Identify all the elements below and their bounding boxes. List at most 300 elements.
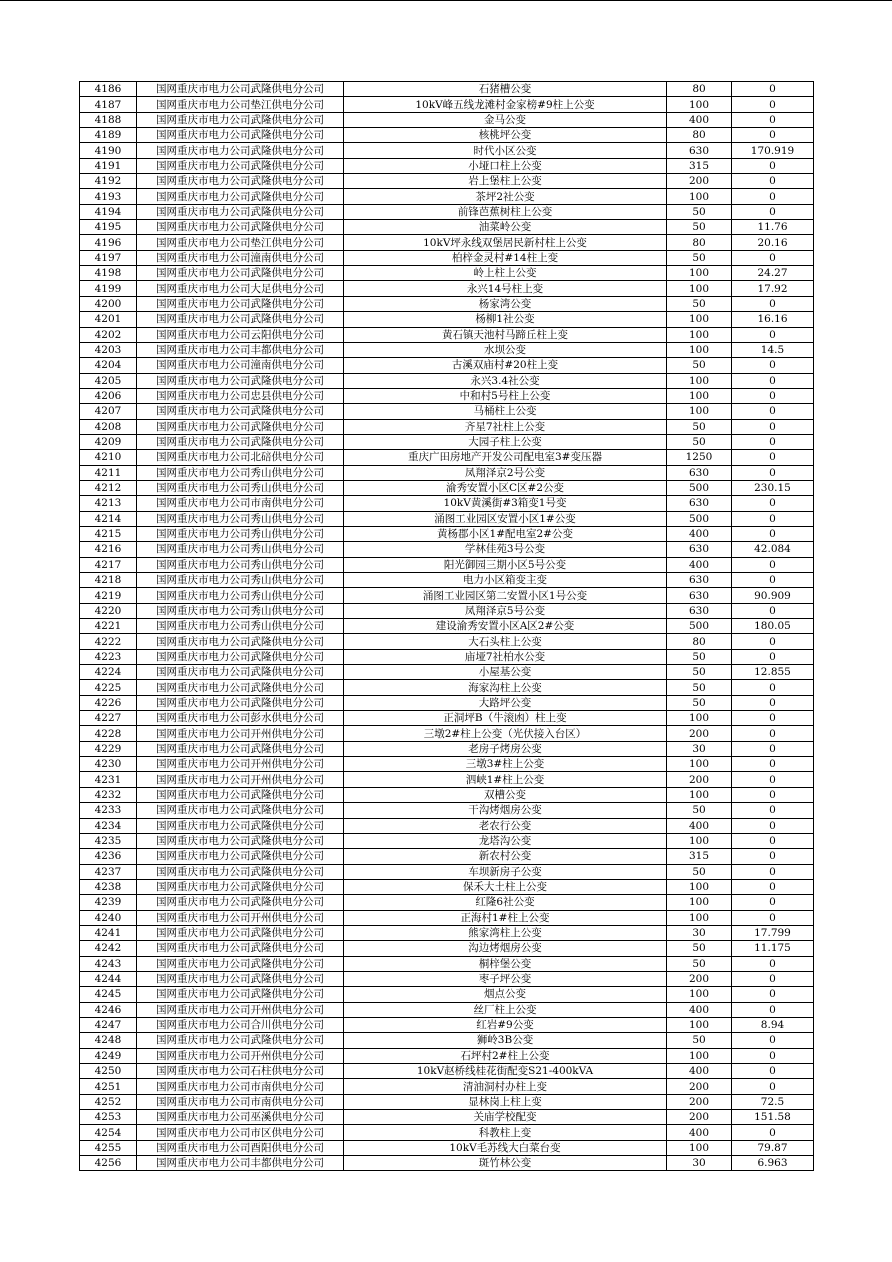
- row-number-cell: 4198: [80, 266, 137, 281]
- value-cell: 11.76: [732, 220, 814, 235]
- row-number-cell: 4247: [80, 1017, 137, 1032]
- row-number-cell: 4193: [80, 189, 137, 204]
- table-row: [80, 266, 814, 281]
- transformer-name-cell: 重庆广田房地产开发公司配电室3#变压器: [344, 450, 667, 465]
- table-row: [80, 557, 814, 572]
- company-cell: 国网重庆市电力公司秀山供电分公司: [137, 588, 344, 603]
- row-number-cell: 4244: [80, 971, 137, 986]
- value-cell: 0: [732, 711, 814, 726]
- row-number-cell: 4199: [80, 281, 137, 296]
- capacity-cell: 50: [667, 956, 732, 971]
- table-row: [80, 833, 814, 848]
- transformer-name-cell: 涌图工业园区安置小区1#公变: [344, 511, 667, 526]
- transformer-name-cell: 10kV黄溪街#3箱变1号变: [344, 496, 667, 511]
- row-number-cell: 4195: [80, 220, 137, 235]
- company-cell: 国网重庆市电力公司忠县供电分公司: [137, 388, 344, 403]
- company-cell: 国网重庆市电力公司大足供电分公司: [137, 281, 344, 296]
- table-row: [80, 711, 814, 726]
- transformer-name-cell: 中和村5号柱上公变: [344, 388, 667, 403]
- company-cell: 国网重庆市电力公司武隆供电分公司: [137, 634, 344, 649]
- row-number-cell: 4208: [80, 419, 137, 434]
- row-number-cell: 4190: [80, 143, 137, 158]
- transformer-name-cell: 保禾大土柱上公变: [344, 879, 667, 894]
- transformer-name-cell: 桐梓堡公变: [344, 956, 667, 971]
- value-cell: 17.92: [732, 281, 814, 296]
- capacity-cell: 50: [667, 1033, 732, 1048]
- company-cell: 国网重庆市电力公司武隆供电分公司: [137, 741, 344, 756]
- table-row: [80, 603, 814, 618]
- capacity-cell: 50: [667, 649, 732, 664]
- company-cell: 国网重庆市电力公司潼南供电分公司: [137, 358, 344, 373]
- transformer-name-cell: 枣子坪公变: [344, 971, 667, 986]
- company-cell: 国网重庆市电力公司巫溪供电分公司: [137, 1110, 344, 1125]
- value-cell: 0: [732, 189, 814, 204]
- capacity-cell: 630: [667, 496, 732, 511]
- capacity-cell: 50: [667, 250, 732, 265]
- company-cell: 国网重庆市电力公司丰都供电分公司: [137, 1156, 344, 1171]
- row-number-cell: 4192: [80, 174, 137, 189]
- value-cell: 0: [732, 787, 814, 802]
- table-row: [80, 941, 814, 956]
- value-cell: 0: [732, 956, 814, 971]
- transformer-name-cell: 凤翔泽京2号公变: [344, 465, 667, 480]
- table-row: [80, 342, 814, 357]
- transformer-name-cell: 三墩2#柱上公变（光伏接入台区）: [344, 726, 667, 741]
- transformer-name-cell: 烟点公变: [344, 987, 667, 1002]
- table-row: [80, 1064, 814, 1079]
- company-cell: 国网重庆市电力公司秀山供电分公司: [137, 603, 344, 618]
- transformer-name-cell: 涌图工业园区第二安置小区1号公变: [344, 588, 667, 603]
- capacity-cell: 500: [667, 480, 732, 495]
- table-row: [80, 1017, 814, 1032]
- value-cell: 0: [732, 358, 814, 373]
- company-cell: 国网重庆市电力公司秀山供电分公司: [137, 480, 344, 495]
- transformer-name-cell: 关庙学校配变: [344, 1110, 667, 1125]
- capacity-cell: 1250: [667, 450, 732, 465]
- transformer-name-cell: 茶坪2社公变: [344, 189, 667, 204]
- value-cell: 0: [732, 557, 814, 572]
- capacity-cell: 100: [667, 757, 732, 772]
- table-row: [80, 634, 814, 649]
- transformer-name-cell: 前锋芭蕉树柱上公变: [344, 204, 667, 219]
- value-cell: 0: [732, 879, 814, 894]
- transformer-name-cell: 干沟烤烟房公变: [344, 803, 667, 818]
- transformer-name-cell: 永兴14号柱上变: [344, 281, 667, 296]
- table-row: [80, 665, 814, 680]
- company-cell: 国网重庆市电力公司秀山供电分公司: [137, 573, 344, 588]
- row-number-cell: 4231: [80, 772, 137, 787]
- company-cell: 国网重庆市电力公司秀山供电分公司: [137, 526, 344, 541]
- transformer-name-cell: 车坝新房子公变: [344, 864, 667, 879]
- table-row: [80, 189, 814, 204]
- value-cell: 0: [732, 573, 814, 588]
- company-cell: 国网重庆市电力公司武隆供电分公司: [137, 895, 344, 910]
- transformer-name-cell: 齐星7社柱上公变: [344, 419, 667, 434]
- capacity-cell: 80: [667, 128, 732, 143]
- table-row: [80, 404, 814, 419]
- capacity-cell: 30: [667, 741, 732, 756]
- capacity-cell: 50: [667, 296, 732, 311]
- table-row: [80, 327, 814, 342]
- value-cell: 72.5: [732, 1094, 814, 1109]
- row-number-cell: 4255: [80, 1140, 137, 1155]
- transformer-name-cell: 学林佳苑3号公变: [344, 542, 667, 557]
- transformer-name-cell: 龙塔沟公变: [344, 833, 667, 848]
- value-cell: 90.909: [732, 588, 814, 603]
- transformer-name-cell: 岩上堡柱上公变: [344, 174, 667, 189]
- transformer-name-cell: 大路坪公变: [344, 695, 667, 710]
- row-number-cell: 4237: [80, 864, 137, 879]
- capacity-cell: 30: [667, 1156, 732, 1171]
- table-row: [80, 174, 814, 189]
- value-cell: 0: [732, 649, 814, 664]
- row-number-cell: 4251: [80, 1079, 137, 1094]
- row-number-cell: 4213: [80, 496, 137, 511]
- transformer-name-cell: 老农行公变: [344, 818, 667, 833]
- row-number-cell: 4224: [80, 665, 137, 680]
- value-cell: 20.16: [732, 235, 814, 250]
- value-cell: 0: [732, 895, 814, 910]
- company-cell: 国网重庆市电力公司云阳供电分公司: [137, 327, 344, 342]
- capacity-cell: 200: [667, 1094, 732, 1109]
- capacity-cell: 100: [667, 312, 732, 327]
- table-row: [80, 511, 814, 526]
- table-row: [80, 1048, 814, 1063]
- value-cell: 14.5: [732, 342, 814, 357]
- capacity-cell: 100: [667, 388, 732, 403]
- value-cell: 0: [732, 327, 814, 342]
- table-row: [80, 312, 814, 327]
- company-cell: 国网重庆市电力公司武隆供电分公司: [137, 112, 344, 127]
- capacity-cell: 50: [667, 204, 732, 219]
- transformer-name-cell: 10kV赵桥线桂花街配变S21-400kVA: [344, 1064, 667, 1079]
- substation-table: [79, 81, 814, 1171]
- value-cell: 0: [732, 526, 814, 541]
- transformer-name-cell: 双槽公变: [344, 787, 667, 802]
- company-cell: 国网重庆市电力公司武隆供电分公司: [137, 818, 344, 833]
- transformer-name-cell: 泗峡1#柱上公变: [344, 772, 667, 787]
- value-cell: 0: [732, 849, 814, 864]
- row-number-cell: 4216: [80, 542, 137, 557]
- value-cell: 0: [732, 404, 814, 419]
- table-row: [80, 373, 814, 388]
- row-number-cell: 4223: [80, 649, 137, 664]
- company-cell: 国网重庆市电力公司武隆供电分公司: [137, 220, 344, 235]
- row-number-cell: 4197: [80, 250, 137, 265]
- company-cell: 国网重庆市电力公司武隆供电分公司: [137, 956, 344, 971]
- table-row: [80, 649, 814, 664]
- value-cell: 17.799: [732, 925, 814, 940]
- table-row: [80, 879, 814, 894]
- capacity-cell: 200: [667, 772, 732, 787]
- table-row: [80, 757, 814, 772]
- table-row: [80, 726, 814, 741]
- value-cell: 0: [732, 1048, 814, 1063]
- value-cell: 24.27: [732, 266, 814, 281]
- company-cell: 国网重庆市电力公司开州供电分公司: [137, 1048, 344, 1063]
- transformer-name-cell: 10kV坪永线双堡居民新村柱上公变: [344, 235, 667, 250]
- row-number-cell: 4191: [80, 158, 137, 173]
- value-cell: 42.084: [732, 542, 814, 557]
- transformer-name-cell: 柏梓金灵村#14柱上变: [344, 250, 667, 265]
- value-cell: 0: [732, 419, 814, 434]
- row-number-cell: 4256: [80, 1156, 137, 1171]
- company-cell: 国网重庆市电力公司武隆供电分公司: [137, 803, 344, 818]
- table-row: [80, 1094, 814, 1109]
- transformer-name-cell: 小屋基公变: [344, 665, 667, 680]
- value-cell: 0: [732, 971, 814, 986]
- value-cell: 0: [732, 250, 814, 265]
- capacity-cell: 80: [667, 235, 732, 250]
- company-cell: 国网重庆市电力公司武隆供电分公司: [137, 695, 344, 710]
- company-cell: 国网重庆市电力公司开州供电分公司: [137, 1002, 344, 1017]
- row-number-cell: 4235: [80, 833, 137, 848]
- company-cell: 国网重庆市电力公司石柱供电分公司: [137, 1064, 344, 1079]
- capacity-cell: 50: [667, 358, 732, 373]
- table-row: [80, 803, 814, 818]
- capacity-cell: 100: [667, 879, 732, 894]
- capacity-cell: 100: [667, 281, 732, 296]
- row-number-cell: 4188: [80, 112, 137, 127]
- row-number-cell: 4221: [80, 619, 137, 634]
- value-cell: 0: [732, 496, 814, 511]
- table-row: [80, 434, 814, 449]
- capacity-cell: 100: [667, 266, 732, 281]
- row-number-cell: 4203: [80, 342, 137, 357]
- company-cell: 国网重庆市电力公司秀山供电分公司: [137, 542, 344, 557]
- transformer-name-cell: 红岩#9公变: [344, 1017, 667, 1032]
- row-number-cell: 4189: [80, 128, 137, 143]
- company-cell: 国网重庆市电力公司武隆供电分公司: [137, 143, 344, 158]
- transformer-name-cell: 岭上柱上公变: [344, 266, 667, 281]
- value-cell: 0: [732, 296, 814, 311]
- company-cell: 国网重庆市电力公司武隆供电分公司: [137, 987, 344, 1002]
- row-number-cell: 4225: [80, 680, 137, 695]
- table-row: [80, 358, 814, 373]
- capacity-cell: 100: [667, 373, 732, 388]
- company-cell: 国网重庆市电力公司武隆供电分公司: [137, 879, 344, 894]
- row-number-cell: 4242: [80, 941, 137, 956]
- transformer-name-cell: 核桃坪公变: [344, 128, 667, 143]
- row-number-cell: 4253: [80, 1110, 137, 1125]
- company-cell: 国网重庆市电力公司武隆供电分公司: [137, 941, 344, 956]
- capacity-cell: 630: [667, 588, 732, 603]
- transformer-name-cell: 沟边烤烟房公变: [344, 941, 667, 956]
- table-row: [80, 465, 814, 480]
- company-cell: 国网重庆市电力公司武隆供电分公司: [137, 82, 344, 97]
- company-cell: 国网重庆市电力公司武隆供电分公司: [137, 158, 344, 173]
- page-top-rule: [0, 0, 892, 1]
- table-row: [80, 787, 814, 802]
- capacity-cell: 80: [667, 82, 732, 97]
- row-number-cell: 4250: [80, 1064, 137, 1079]
- row-number-cell: 4207: [80, 404, 137, 419]
- table-row: [80, 1079, 814, 1094]
- capacity-cell: 30: [667, 925, 732, 940]
- value-cell: 0: [732, 772, 814, 787]
- row-number-cell: 4228: [80, 726, 137, 741]
- value-cell: 0: [732, 174, 814, 189]
- table-row: [80, 772, 814, 787]
- company-cell: 国网重庆市电力公司北碚供电分公司: [137, 450, 344, 465]
- row-number-cell: 4219: [80, 588, 137, 603]
- transformer-name-cell: 永兴3.4社公变: [344, 373, 667, 388]
- value-cell: 0: [732, 833, 814, 848]
- value-cell: 0: [732, 1002, 814, 1017]
- transformer-name-cell: 显林岗上柱上变: [344, 1094, 667, 1109]
- capacity-cell: 100: [667, 97, 732, 112]
- company-cell: 国网重庆市电力公司武隆供电分公司: [137, 864, 344, 879]
- table-row: [80, 496, 814, 511]
- value-cell: 0: [732, 910, 814, 925]
- row-number-cell: 4187: [80, 97, 137, 112]
- row-number-cell: 4196: [80, 235, 137, 250]
- company-cell: 国网重庆市电力公司武隆供电分公司: [137, 833, 344, 848]
- value-cell: 0: [732, 97, 814, 112]
- capacity-cell: 400: [667, 818, 732, 833]
- table-row: [80, 220, 814, 235]
- row-number-cell: 4246: [80, 1002, 137, 1017]
- transformer-name-cell: 油菜岭公变: [344, 220, 667, 235]
- table-row: [80, 588, 814, 603]
- value-cell: 0: [732, 987, 814, 1002]
- value-cell: 0: [732, 1079, 814, 1094]
- table-row: [80, 97, 814, 112]
- row-number-cell: 4217: [80, 557, 137, 572]
- transformer-name-cell: 狮岭3B公变: [344, 1033, 667, 1048]
- table-row: [80, 695, 814, 710]
- transformer-name-cell: 红隆6社公变: [344, 895, 667, 910]
- value-cell: 0: [732, 434, 814, 449]
- row-number-cell: 4229: [80, 741, 137, 756]
- capacity-cell: 100: [667, 1048, 732, 1063]
- table-row: [80, 1033, 814, 1048]
- value-cell: 12.855: [732, 665, 814, 680]
- value-cell: 0: [732, 511, 814, 526]
- capacity-cell: 400: [667, 1125, 732, 1140]
- capacity-cell: 315: [667, 849, 732, 864]
- row-number-cell: 4218: [80, 573, 137, 588]
- company-cell: 国网重庆市电力公司武隆供电分公司: [137, 434, 344, 449]
- row-number-cell: 4239: [80, 895, 137, 910]
- company-cell: 国网重庆市电力公司武隆供电分公司: [137, 128, 344, 143]
- transformer-name-cell: 斑竹林公变: [344, 1156, 667, 1171]
- capacity-cell: 100: [667, 833, 732, 848]
- capacity-cell: 50: [667, 434, 732, 449]
- transformer-name-cell: 小垭口柱上公变: [344, 158, 667, 173]
- transformer-name-cell: 黄杨郡小区1#配电室2#公变: [344, 526, 667, 541]
- value-cell: 0: [732, 1125, 814, 1140]
- transformer-name-cell: 凤翔泽京5号公变: [344, 603, 667, 618]
- value-cell: 6.963: [732, 1156, 814, 1171]
- row-number-cell: 4240: [80, 910, 137, 925]
- company-cell: 国网重庆市电力公司市南供电分公司: [137, 1094, 344, 1109]
- capacity-cell: 630: [667, 465, 732, 480]
- value-cell: 8.94: [732, 1017, 814, 1032]
- capacity-cell: 400: [667, 112, 732, 127]
- table-row: [80, 1156, 814, 1171]
- table-row: [80, 281, 814, 296]
- capacity-cell: 50: [667, 864, 732, 879]
- company-cell: 国网重庆市电力公司开州供电分公司: [137, 772, 344, 787]
- value-cell: 0: [732, 373, 814, 388]
- table-row: [80, 910, 814, 925]
- company-cell: 国网重庆市电力公司秀山供电分公司: [137, 557, 344, 572]
- row-number-cell: 4214: [80, 511, 137, 526]
- capacity-cell: 630: [667, 573, 732, 588]
- value-cell: 0: [732, 864, 814, 879]
- table-row: [80, 526, 814, 541]
- value-cell: 0: [732, 465, 814, 480]
- value-cell: 0: [732, 695, 814, 710]
- company-cell: 国网重庆市电力公司开州供电分公司: [137, 757, 344, 772]
- table-row: [80, 204, 814, 219]
- value-cell: 0: [732, 450, 814, 465]
- row-number-cell: 4201: [80, 312, 137, 327]
- table-row: [80, 235, 814, 250]
- capacity-cell: 200: [667, 726, 732, 741]
- transformer-name-cell: 新农村公变: [344, 849, 667, 864]
- value-cell: 0: [732, 741, 814, 756]
- capacity-cell: 400: [667, 526, 732, 541]
- capacity-cell: 630: [667, 542, 732, 557]
- company-cell: 国网重庆市电力公司武隆供电分公司: [137, 266, 344, 281]
- transformer-name-cell: 正洞坪B（牛滚凼）柱上变: [344, 711, 667, 726]
- row-number-cell: 4227: [80, 711, 137, 726]
- row-number-cell: 4243: [80, 956, 137, 971]
- company-cell: 国网重庆市电力公司武隆供电分公司: [137, 312, 344, 327]
- row-number-cell: 4210: [80, 450, 137, 465]
- capacity-cell: 200: [667, 971, 732, 986]
- row-number-cell: 4241: [80, 925, 137, 940]
- capacity-cell: 200: [667, 174, 732, 189]
- row-number-cell: 4205: [80, 373, 137, 388]
- value-cell: 0: [732, 1064, 814, 1079]
- company-cell: 国网重庆市电力公司酉阳供电分公司: [137, 1140, 344, 1155]
- row-number-cell: 4212: [80, 480, 137, 495]
- transformer-name-cell: 10kV毛苏线大白菜台变: [344, 1140, 667, 1155]
- table-row: [80, 573, 814, 588]
- value-cell: 0: [732, 726, 814, 741]
- transformer-name-cell: 大石头柱上公变: [344, 634, 667, 649]
- table-row: [80, 419, 814, 434]
- capacity-cell: 500: [667, 619, 732, 634]
- company-cell: 国网重庆市电力公司垫江供电分公司: [137, 97, 344, 112]
- table-row: [80, 82, 814, 97]
- value-cell: 180.05: [732, 619, 814, 634]
- transformer-name-cell: 黄石镇天池村马蹄丘柱上变: [344, 327, 667, 342]
- value-cell: 0: [732, 603, 814, 618]
- transformer-name-cell: 杨柳1社公变: [344, 312, 667, 327]
- transformer-name-cell: 老房子烤房公变: [344, 741, 667, 756]
- capacity-cell: 50: [667, 220, 732, 235]
- table-body: [80, 82, 814, 1171]
- table-row: [80, 1125, 814, 1140]
- value-cell: 11.175: [732, 941, 814, 956]
- value-cell: 0: [732, 757, 814, 772]
- row-number-cell: 4236: [80, 849, 137, 864]
- row-number-cell: 4249: [80, 1048, 137, 1063]
- company-cell: 国网重庆市电力公司开州供电分公司: [137, 910, 344, 925]
- row-number-cell: 4234: [80, 818, 137, 833]
- company-cell: 国网重庆市电力公司武隆供电分公司: [137, 404, 344, 419]
- row-number-cell: 4252: [80, 1094, 137, 1109]
- company-cell: 国网重庆市电力公司武隆供电分公司: [137, 174, 344, 189]
- value-cell: 0: [732, 803, 814, 818]
- company-cell: 国网重庆市电力公司武隆供电分公司: [137, 204, 344, 219]
- company-cell: 国网重庆市电力公司武隆供电分公司: [137, 971, 344, 986]
- company-cell: 国网重庆市电力公司武隆供电分公司: [137, 849, 344, 864]
